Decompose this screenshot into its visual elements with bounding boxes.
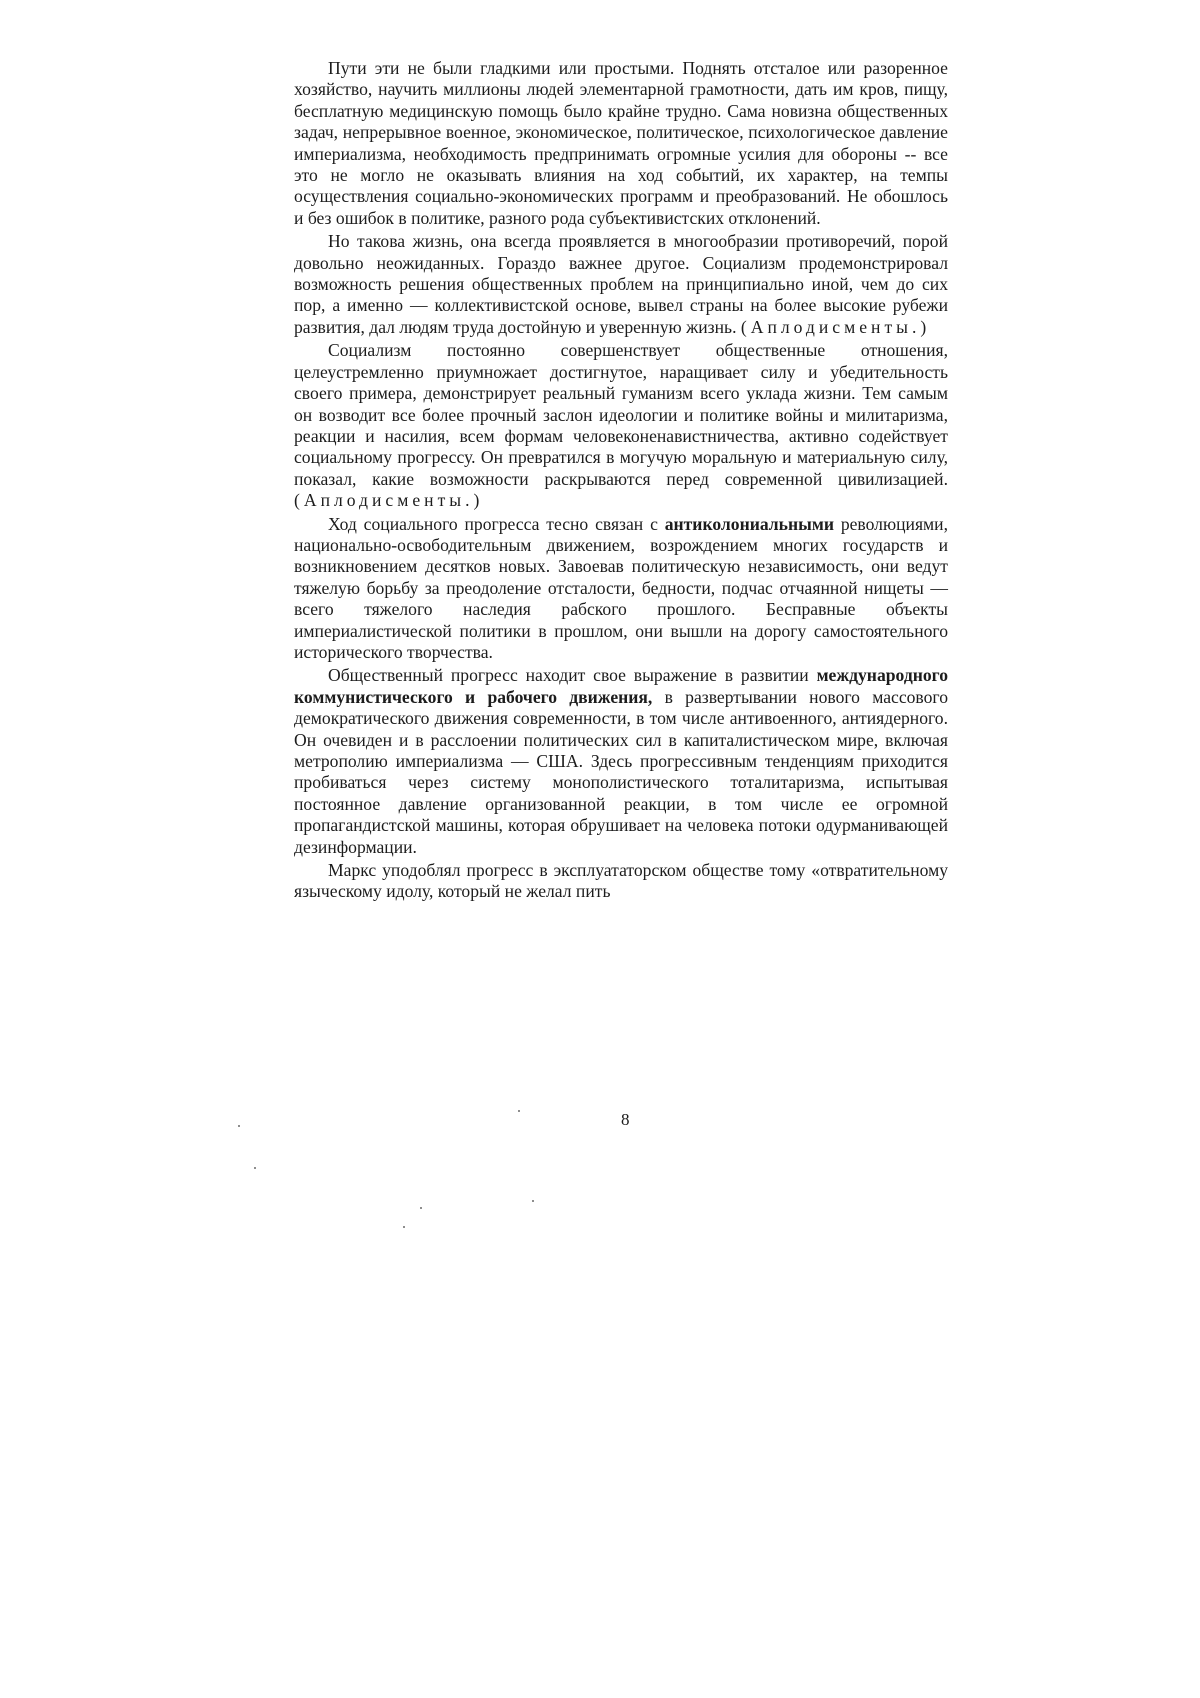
applause-note: (Аплодисменты.) — [294, 490, 484, 511]
page-number: 8 — [621, 1110, 630, 1129]
paragraph — [294, 860, 948, 903]
text-run: Маркс уподоблял прогресс в эксплуататорском обществе тому «отвратительному языческому идолу, который не желал пить — [294, 860, 948, 902]
text-run: революциями, национально-освободительным движением, возрождением многих государств и возникновением десятков новых. Завоевав политическую независимость, они ведут тяжелую борьбу за преодоление отсталости, бедности, подчас отчаянной нищеты — всего тяжелого наследия рабского прошлого. Бесправные объекты империалистической политики в прошлом, они вышли на дорогу самостоятельного исторического творчества. — [294, 513, 948, 662]
scan-speck — [254, 1167, 256, 1169]
scan-speck — [532, 1200, 534, 1202]
scan-speck — [518, 1110, 520, 1112]
scan-speck — [403, 1226, 405, 1228]
text-run: Пути эти не были гладкими или простыми. Поднять отсталое или разоренное хозяйство, научить миллионы людей элементарной грамотности, дать им кров, пищу, бесплатную медицинскую помощь было крайне трудно. Сама новизна общественных задач, непрерывное военное, экономическое, политическое, психологическое давление империализма, необходимость предпринимать огромные усилия для обороны -- все это не могло не оказывать влияния на ход событий, их характер, на темпы осуществления социально-экономических программ и преобразований. Не обошлось и без ошибок в политике, разного рода субъективистских отклонений. — [294, 58, 948, 228]
scan-speck — [420, 1207, 422, 1209]
body-text — [294, 58, 948, 905]
text-run: Но такова жизнь, она всегда проявляется в многообразии противоречий, порой довольно неожиданных. Гораздо важнее другое. Социализм продемонстрировал возможность решения общественных проблем на принципиально иной, чем до сих пор, а именно — коллективистской основе, вывел страны на более высокие рубежи развития, дал людям труда достойную и уверенную жизнь. — [294, 231, 948, 337]
paragraph — [294, 58, 948, 229]
scan-speck — [238, 1125, 240, 1127]
applause-note: (Аплодисменты.) — [740, 316, 931, 337]
text-run: Социализм постоянно совершенствует общественные отношения, целеустремленно приумножает достигнутое, наращивает силу и убедительность своего примера, демонстрирует реальный гуманизм всего уклада жизни. Тем самым он возводит все более прочный заслон идеологии и политике войны и милитаризма, реакции и насилия, всем формам человеконенавистничества, активно содействует социальному прогрессу. Он превратился в могучую моральную и материальную силу, показал, какие возможности раскрываются перед современной цивилизацией. — [294, 340, 948, 489]
paragraph — [294, 665, 948, 858]
text-run: в развертывании нового массового демократического движения современности, в том числе антивоенного, антиядерного. Он очевиден и в расслоении политических сил в капиталистическом мире, включая метрополию империализма — США. Здесь прогрессивным тенденциям приходится пробиваться через систему монополистического тоталитаризма, испытывая постоянное давление организованной реакции, в том числе ее огромной пропагандистской машины, которая обрушивает на человека потоки одурманивающей дезинформации. — [294, 686, 948, 857]
text-run: Общественный прогресс находит свое выражение в развитии — [328, 665, 817, 686]
paragraph — [294, 231, 948, 338]
emphasized-text: международного коммунистического и рабочего движения, — [294, 665, 948, 707]
paragraph — [294, 514, 948, 664]
emphasized-text: антиколониальными — [664, 513, 834, 534]
paragraph — [294, 340, 948, 511]
text-run: Ход социального прогресса тесно связан с — [328, 513, 665, 534]
